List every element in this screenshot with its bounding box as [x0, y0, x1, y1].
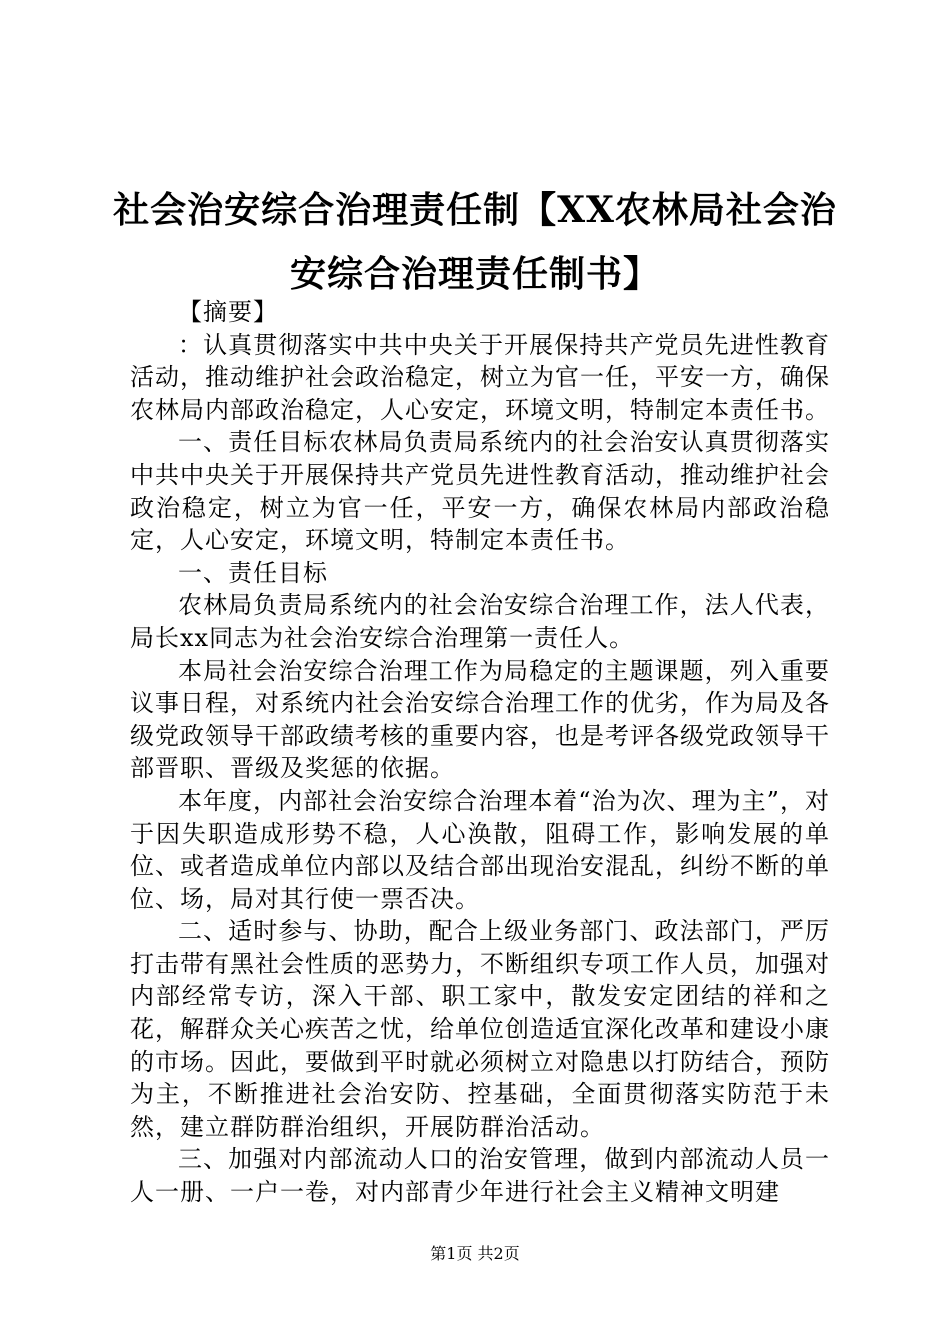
paragraph-abstract-label: 【摘要】 — [178, 298, 278, 326]
document-body — [130, 296, 830, 1209]
page-number-footer: 第1页 共2页 — [430, 1244, 520, 1263]
section-heading: 一、责任目标 — [178, 558, 328, 587]
paragraph: 本年度，内部社会治安综合治理本着“治为次、理为主”，对于因失职造成形势不稳，人心涣散，阻碍工作，影响发展的单位、或者造成单位内部以及结合部出现治安混乱，纠纷不断的单位、场，局对其行使一票否决。 — [130, 786, 830, 913]
paragraph: 农林局负责局系统内的社会治安综合治理工作，法人代表，局长xx同志为社会治安综合治理第一责任人。 — [130, 591, 830, 652]
paragraph: 本局社会治安综合治理工作为局稳定的主题课题，列入重要议事日程，对系统内社会治安综合治理工作的优劣，作为局及各级党政领导干部政绩考核的重要内容，也是考评各级党政领导干部晋职、晋级及奖惩的依据。 — [130, 656, 830, 783]
document-title — [110, 178, 840, 306]
title-line-1: 社会治安综合治理责任制【XX农林局社会治 — [113, 189, 837, 231]
paragraph: 一、责任目标农林局负责局系统内的社会治安认真贯彻落实中共中央关于开展保持共产党员先进性教育活动，推动维护社会政治稳定，树立为官一任，平安一方，确保农林局内部政治稳定，人心安定，环境文明，特制定本责任书。 — [130, 428, 830, 555]
paragraph: ：认真贯彻落实中共中央关于开展保持共产党员先进性教育活动，推动维护社会政治稳定，树立为官一任，平安一方，确保农林局内部政治稳定，人心安定，环境文明，特制定本责任书。 — [130, 330, 830, 424]
paragraph: 二、适时参与、协助，配合上级业务部门、政法部门，严厉打击带有黑社会性质的恶势力，不断组织专项工作人员，加强对内部经常专访，深入干部、职工家中，散发安定团结的祥和之花，解群众关心疾苦之忧，给单位创造适宜深化改革和建设小康的市场。因此，要做到平时就必须树立对隐患以打防结合，预防为主，不断推进社会治安防、控基础，全面贯彻落实防范于未然，建立群防群治组织，开展防群治活动。 — [130, 917, 830, 1141]
paragraph: 三、加强对内部流动人口的治安管理，做到内部流动人员一人一册、一户一卷，对内部青少年进行社会主义精神文明建 — [130, 1145, 830, 1207]
title-line-2: 安综合治理责任制书】 — [289, 253, 660, 295]
